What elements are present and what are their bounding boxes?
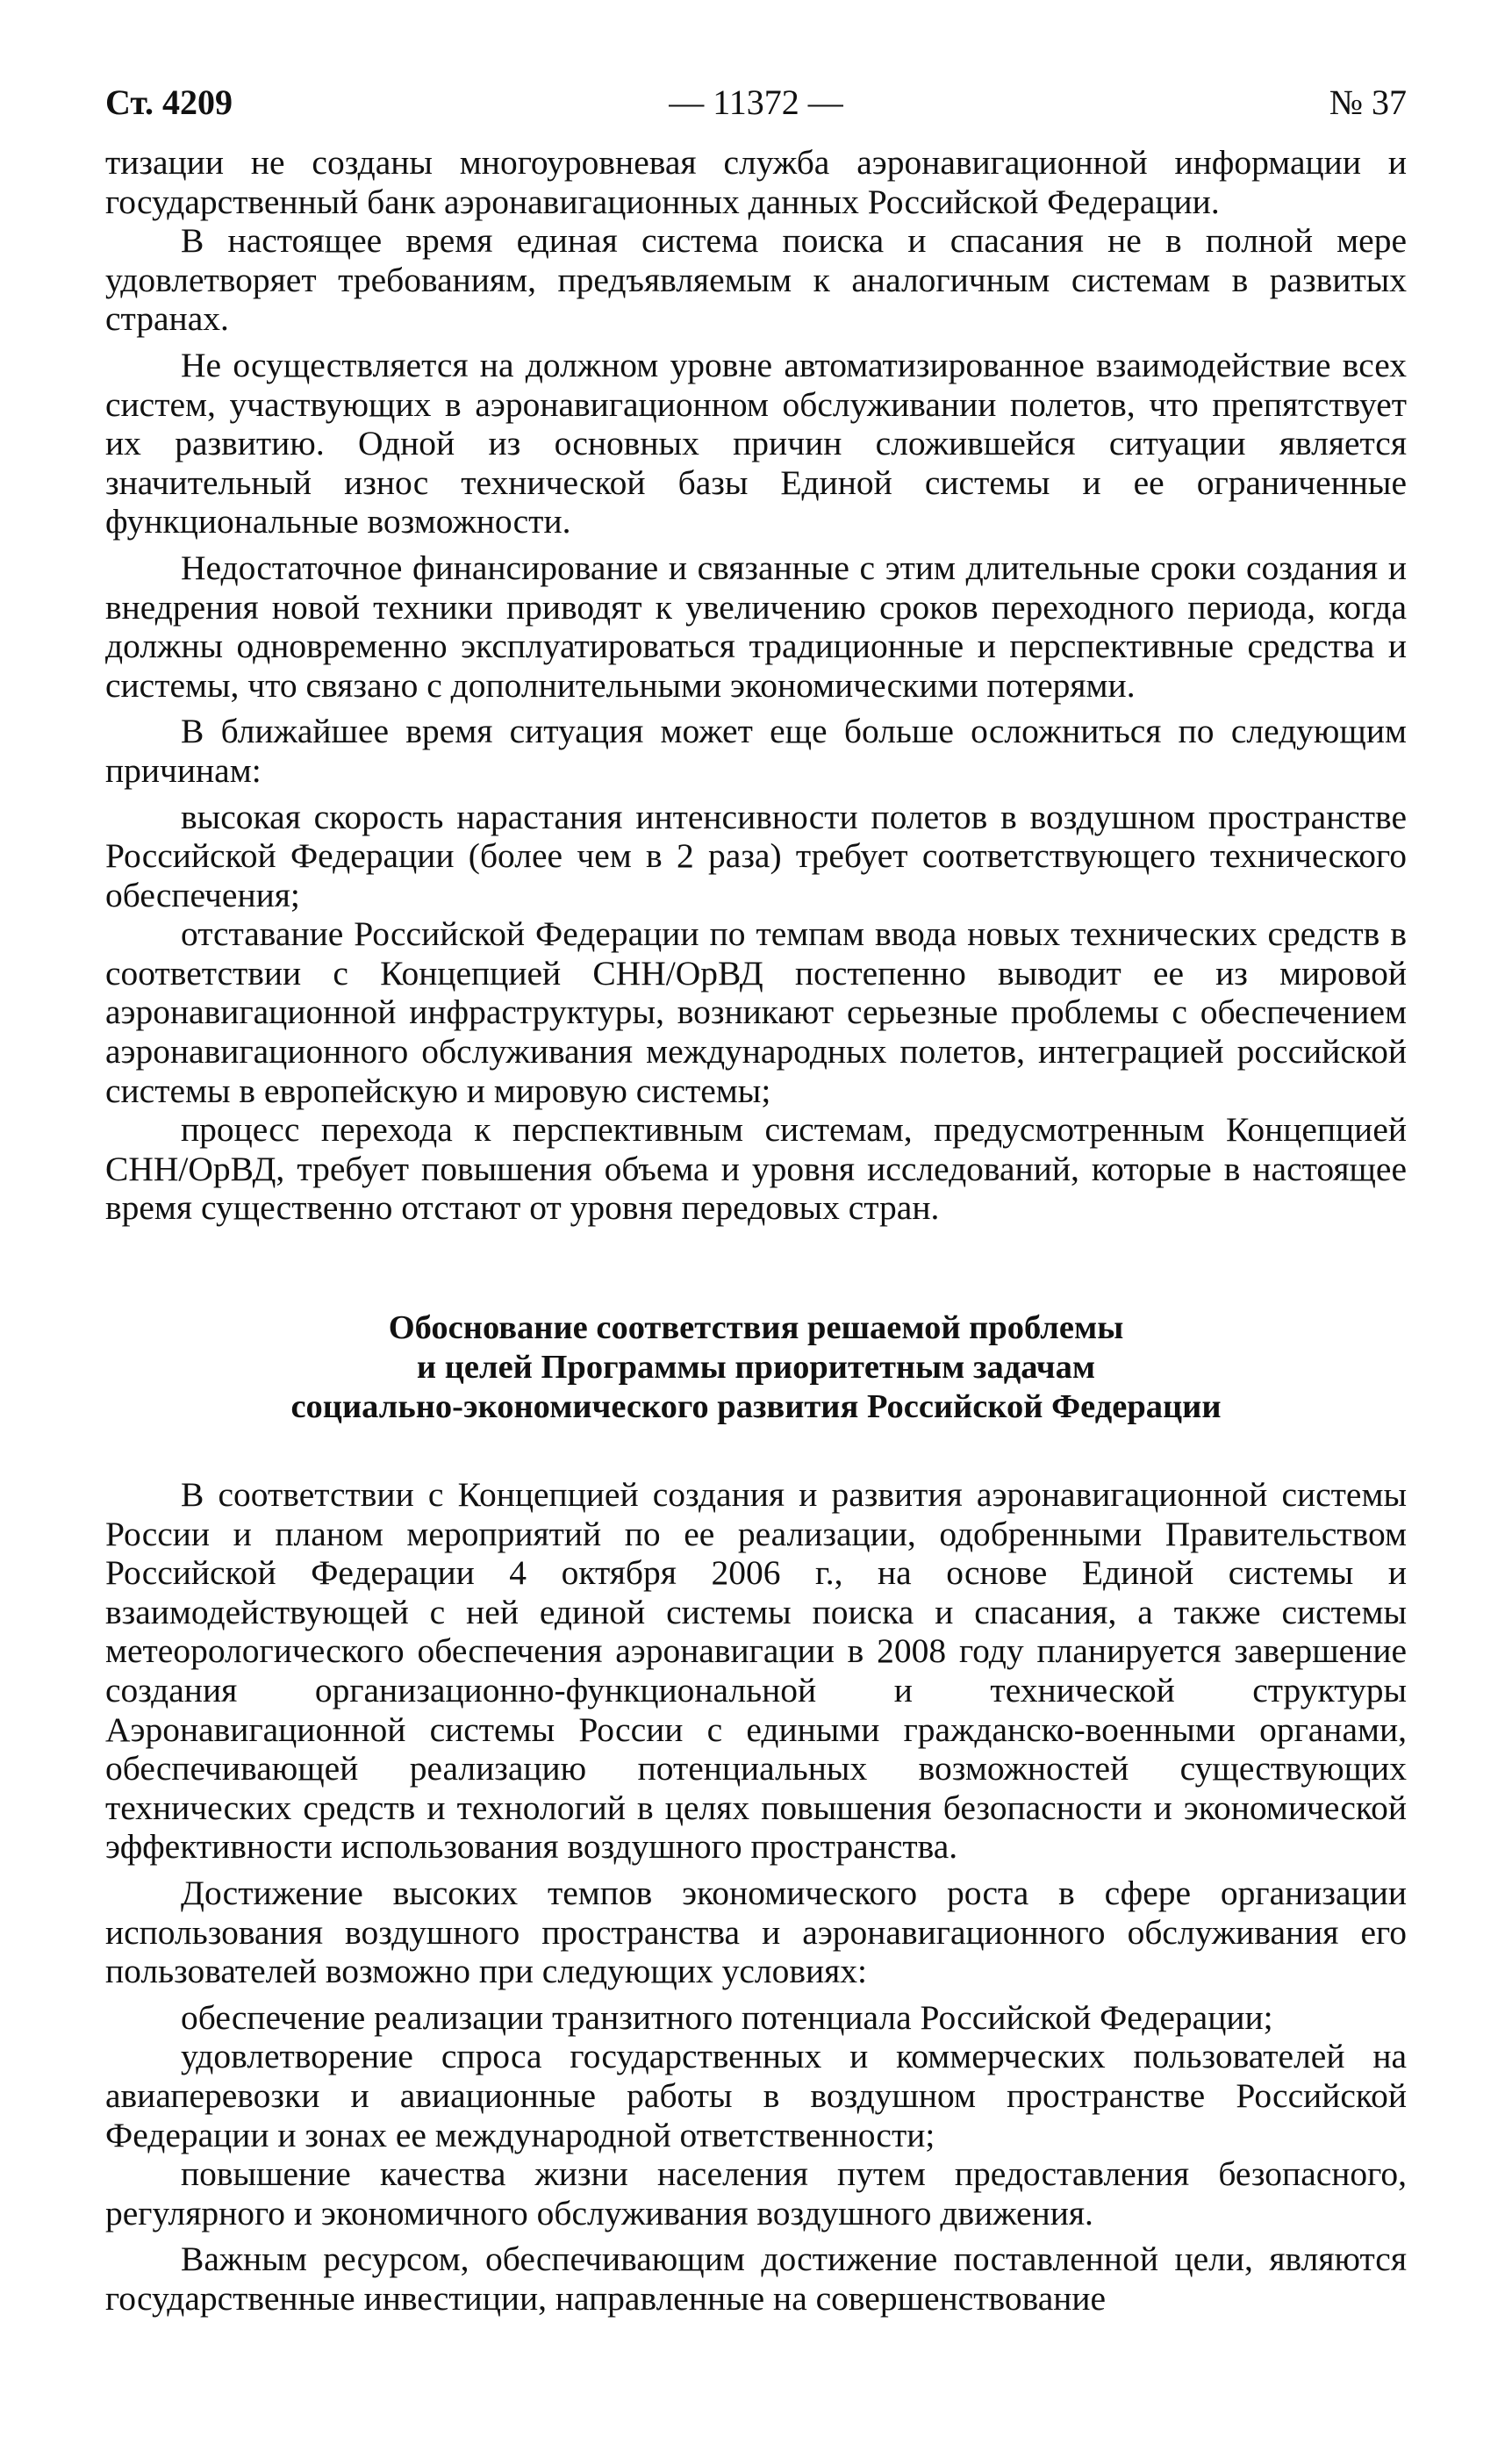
list-item: удовлетворение спроса государственных и коммерческих пользователей на авиаперевозки и авиационные работы в воздушном пространстве Российской Федерации и зонах ее международной ответственности; bbox=[105, 2037, 1407, 2154]
paragraph: В ближайшее время ситуация может еще больше осложниться по следующим причинам: bbox=[105, 712, 1407, 790]
list-item: высокая скорость нарастания интенсивности полетов в воздушном пространстве Российской Федерации (более чем в 2 раза) требует соответствующего технического обеспечения; bbox=[105, 797, 1407, 914]
document-body bbox=[105, 143, 1407, 2319]
article-number: Ст. 4209 bbox=[105, 82, 233, 122]
paragraph: В соответствии с Концепцией создания и развития аэронавигационной системы России и планом мероприятий по ее реализации, одобренными Правительством Российской Федерации 4 октября 2006 г., на основе Единой системы и взаимодействующей с ней единой системы поиска и спасания, а также системы метеорологического обеспечения аэронавигации в 2008 году планируется завершение создания организационно-функциональной и технической структуры Аэронавигационной системы России с едиными гражданско-военными органами, обеспечивающей реализацию потенциальных возможностей существующих технических средств и технологий в целях повышения безопасности и экономической эффективности использования воздушного пространства. bbox=[105, 1475, 1407, 1867]
page-number: — 11372 — bbox=[669, 82, 843, 122]
paragraph: тизации не созданы многоуровневая служба аэронавигационной информации и государственный банк аэронавигационных данных Российской Федерации. bbox=[105, 143, 1407, 221]
page-header bbox=[105, 81, 1407, 125]
paragraph: В настоящее время единая система поиска и спасания не в полной мере удовлетворяет требованиям, предъявляемым к аналогичным системам в развитых странах. bbox=[105, 221, 1407, 339]
paragraph: Важным ресурсом, обеспечивающим достижение поставленной цели, являются государственные инвестиции, направленные на совершенствование bbox=[105, 2240, 1407, 2318]
paragraph: Достижение высоких темпов экономического роста в сфере организации использования воздушного пространства и аэронавигационного обслуживания его пользователей возможно при следующих условиях: bbox=[105, 1873, 1407, 1991]
heading-line-3: социально-экономического развития Российской Федерации bbox=[290, 1388, 1222, 1426]
heading-line-2: и целей Программы приоритетным задачам bbox=[416, 1349, 1096, 1387]
list-item: обеспечение реализации транзитного потенциала Российской Федерации; bbox=[181, 1997, 1273, 2037]
list-item: повышение качества жизни населения путем предоставления безопасного, регулярного и экономичного обслуживания воздушного движения. bbox=[105, 2154, 1407, 2233]
list-item: отставание Российской Федерации по темпам ввода новых технических средств в соответствии с Концепцией СНН/ОрВД постепенно выводит ее из мировой аэронавигационной инфраструктуры, возникают серьезные проблемы с обеспечением аэронавигационного обслуживания международных полетов, интеграцией российской системы в европейскую и мировую системы; bbox=[105, 914, 1407, 1110]
list-item: процесс перехода к перспективным системам, предусмотренным Концепцией СНН/ОрВД, требует повышения объема и уровня исследований, которые в настоящее время существенно отстают от уровня передовых стран. bbox=[105, 1110, 1407, 1228]
heading-line-1: Обоснование соответствия решаемой проблемы bbox=[388, 1309, 1124, 1347]
section-heading bbox=[105, 1308, 1407, 1427]
paragraph: Не осуществляется на должном уровне автоматизированное взаимодействие всех систем, участвующих в аэронавигационном обслуживании полетов, что препятствует их развитию. Одной из основных причин сложившейся ситуации является значительный износ технической базы Единой системы и ее ограниченные функциональные возможности. bbox=[105, 345, 1407, 541]
paragraph: Недостаточное финансирование и связанные с этим длительные сроки создания и внедрения новой техники приводят к увеличению сроков переходного периода, когда должны одновременно эксплуатироваться традиционные и перспективные средства и системы, что связано с дополнительными экономическими потерями. bbox=[105, 548, 1407, 705]
issue-number: № 37 bbox=[1329, 82, 1407, 122]
